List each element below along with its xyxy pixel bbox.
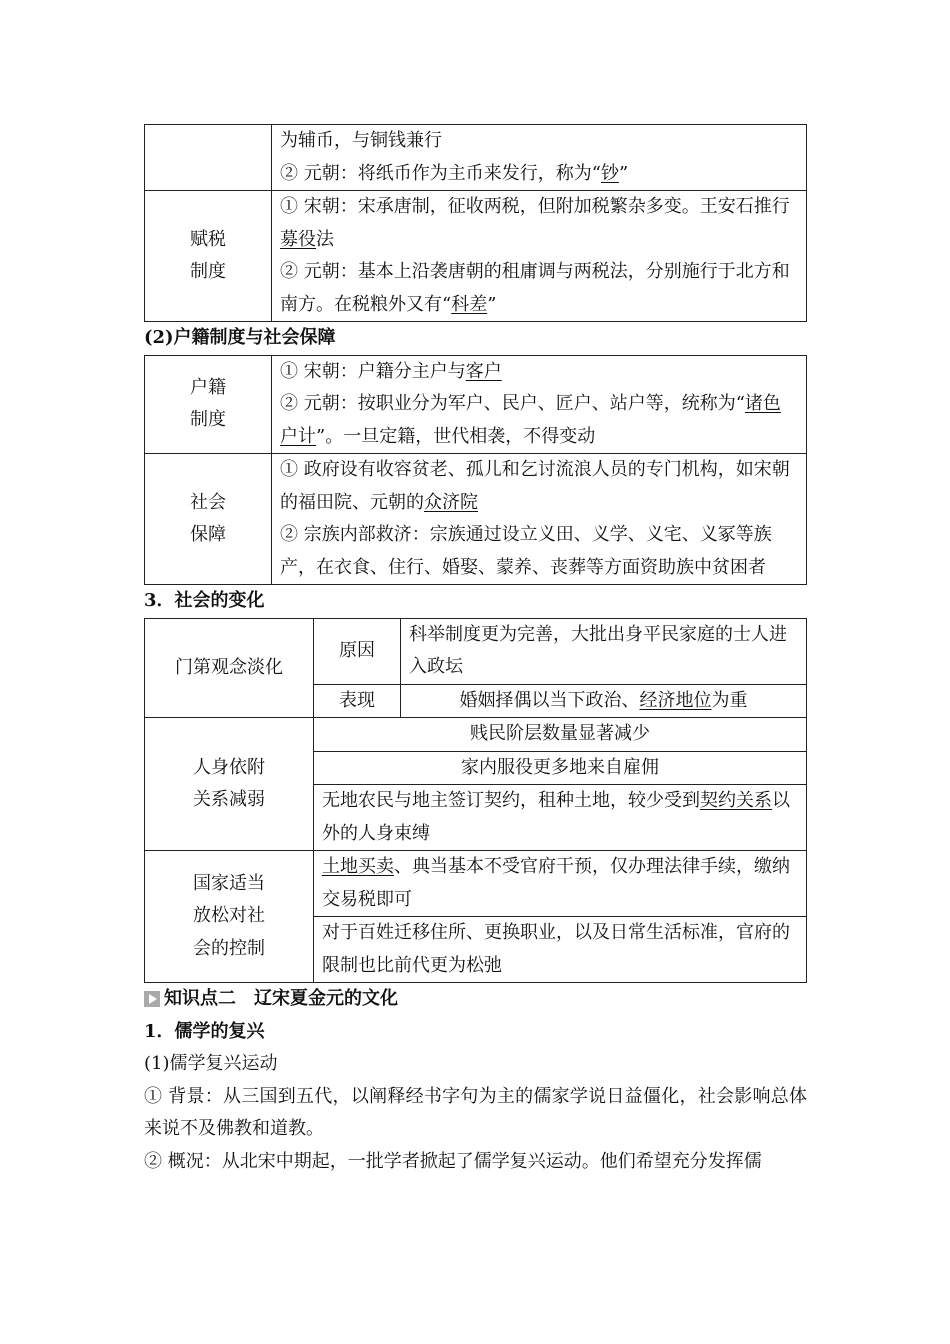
table-row — [145, 618, 807, 684]
underlined-term: 科差 — [451, 293, 488, 315]
text-line: ① 政府设有收容贫老、孤儿和乞讨流浪人员的专门机构，如宋朝的福田院、元朝的众济院 — [280, 459, 790, 513]
underlined-term: 众济院 — [424, 491, 478, 513]
page-content — [144, 124, 807, 1178]
text-line: ② 元朝：基本上沿袭唐朝的租庸调与两税法，分别施行于北方和南方。在税粮外又有“科差” — [280, 261, 790, 315]
household-security-table — [144, 355, 807, 586]
section-heading: 3．社会的变化 — [144, 590, 265, 611]
play-triangle-icon — [144, 991, 160, 1007]
underlined-term: 诸色户计 — [280, 393, 781, 447]
row-content — [272, 454, 807, 585]
text-line: ② 宗族内部救济：宗族通过设立义田、义学、义宅、义冢等族产，在衣食、住行、婚娶、蒙养、丧葬等方面资助族中贫困者 — [280, 524, 772, 578]
row-content — [272, 191, 807, 322]
row-label-household: 户籍 制度 — [145, 355, 272, 454]
sub-label-manifestation: 表现 — [314, 684, 401, 718]
table-row — [145, 851, 807, 917]
knowledge-point-title: 辽宋夏金元的文化 — [254, 988, 398, 1009]
row-label-personal-dependence: 人身依附 关系减弱 — [145, 718, 314, 851]
paragraph-overview: ② 概况：从北宋中期起，一批学者掀起了儒学复兴运动。他们希望充分发挥儒 — [144, 1150, 762, 1172]
text-line: 为辅币，与铜钱兼行 — [280, 130, 442, 151]
section-heading: (2)户籍制度与社会保障 — [144, 327, 336, 348]
underlined-term: 经济地位 — [639, 689, 712, 711]
knowledge-point-label: 知识点二 — [164, 988, 236, 1009]
table-row — [145, 125, 807, 191]
currency-tax-table — [144, 124, 807, 322]
row-content — [272, 125, 807, 191]
table-row — [145, 191, 807, 322]
row-content: 婚姻择偶以当下政治、经济地位为重 — [401, 684, 807, 718]
social-change-table — [144, 618, 807, 984]
row-label — [145, 125, 272, 191]
row-label-tax-system: 赋税 制度 — [145, 191, 272, 322]
underlined-term: 土地买卖 — [322, 856, 394, 877]
paragraph-background: ① 背景：从三国到五代，以阐释经书字句为主的儒家学说日益僵化，社会影响总体来说不及佛教和道教。 — [144, 1085, 807, 1139]
underlined-term: 客户 — [465, 360, 502, 382]
sub-sub-heading: (1)儒学复兴运动 — [144, 1053, 278, 1074]
knowledge-point-heading — [144, 983, 807, 1016]
row-content: 对于百姓迁移住所、更换职业，以及日常生活标准，官府的限制也比前代更为松弛 — [314, 917, 807, 983]
underlined-term: 募役 — [280, 228, 316, 250]
row-content: 贱民阶层数量显著减少 — [314, 718, 807, 752]
row-label-social-security: 社会 保障 — [145, 454, 272, 585]
row-label-family-status: 门第观念淡化 — [145, 618, 314, 718]
text-line: ② 元朝：按职业分为军户、民户、匠户、站户等，统称为“诸色户计”。一旦定籍，世代相袭，不得变动 — [280, 393, 781, 447]
table-row — [145, 718, 807, 752]
text-line: ② 元朝：将纸币作为主币来发行，称为“钞” — [280, 162, 629, 184]
text-line: ① 宋朝：宋承唐制，征收两税，但附加税繁杂多变。王安石推行募役法 — [280, 196, 790, 250]
sub-label-reason: 原因 — [314, 618, 401, 684]
row-content: 科举制度更为完善，大批出身平民家庭的士人进入政坛 — [401, 618, 807, 684]
row-content: 家内服役更多地来自雇佣 — [314, 751, 807, 785]
row-content: 土地买卖、典当基本不受官府干预，仅办理法律手续，缴纳交易税即可 — [314, 851, 807, 917]
underlined-term: 契约关系 — [700, 790, 772, 811]
table-row — [145, 355, 807, 454]
table-row — [145, 454, 807, 585]
row-content: 无地农民与地主签订契约，租种土地，较少受到契约关系以外的人身束缚 — [314, 785, 807, 851]
row-content — [272, 355, 807, 454]
sub-heading: 1．儒学的复兴 — [144, 1020, 265, 1042]
text-line: ① 宋朝：户籍分主户与客户 — [280, 360, 502, 382]
underlined-term: 钞 — [600, 162, 619, 184]
row-label-state-control: 国家适当 放松对社 会的控制 — [145, 851, 314, 983]
